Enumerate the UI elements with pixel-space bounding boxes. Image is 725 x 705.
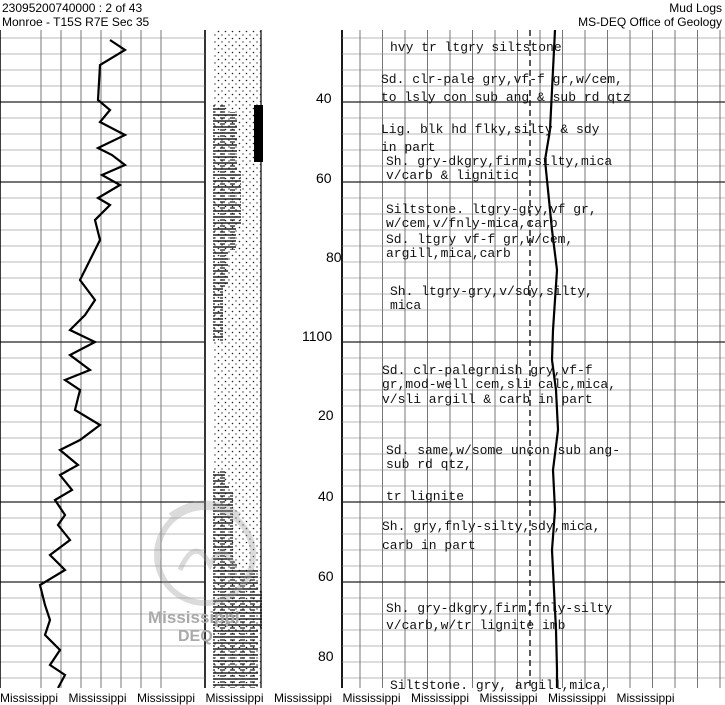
lithology-description: Sh. gry-dkgry,firm,silty,mica	[386, 154, 613, 169]
footer-text: Mississippi	[548, 691, 607, 705]
lithology-description: Sh. gry,fnly-silty,sdy,mica,	[382, 519, 601, 534]
lignite-marker	[254, 105, 263, 162]
depth-label: 60	[316, 170, 332, 186]
lithology-description: hvy tr ltgry siltstone	[390, 40, 562, 55]
lithology-description: to lsly con sub ang & sub rd qtz	[381, 90, 631, 105]
watermark-text: Mississippi	[148, 608, 240, 627]
lithology-description: v/sli argill & carb in part	[382, 392, 593, 407]
lithology-description: v/carb,w/tr lignite imb	[386, 618, 566, 633]
lithology-description: argill,mica,carb	[386, 246, 511, 261]
footer-text: Mississippi	[616, 691, 675, 705]
footer-text: Mississippi	[205, 691, 264, 705]
lithology-description: Sd. ltgry vf-f gr,w/cem,	[386, 232, 574, 247]
footer-watermark	[0, 691, 725, 705]
lithology-description: w/cem,v/fnly-mica,carb	[386, 216, 558, 231]
lithology-description: tr lignite	[386, 489, 465, 504]
depth-label: 60	[318, 568, 334, 584]
lithology-description: Sd. clr-pale gry,vf-f gr,w/cem,	[381, 72, 623, 87]
lithology-description: Siltstone. ltgry-gry,vf gr,	[386, 202, 597, 217]
footer-text: Mississippi	[274, 691, 333, 705]
lithology-description: Sd. same,w/some uncon sub ang-	[386, 443, 621, 458]
office-name: MS-DEQ Office of Geology	[578, 15, 722, 29]
footer-text: Mississippi	[0, 691, 59, 705]
lithology-description: in part	[381, 140, 436, 155]
footer-text: Mississippi	[479, 691, 538, 705]
lithology-description: carb in part	[382, 538, 476, 553]
lithology-description: Sd. clr-palegrnish gry,vf-f	[382, 363, 593, 378]
depth-label: 40	[316, 90, 332, 106]
depth-label: 1100	[302, 328, 333, 344]
watermark-text: DEQ	[178, 628, 213, 645]
gas-curve	[40, 40, 125, 688]
document-type: Mud Logs	[669, 1, 722, 15]
log-grid	[0, 30, 725, 688]
lithology-description: Sh. ltgry-gry,v/sdy,silty,	[390, 284, 593, 299]
document-id: 23095200740000 : 2 of 43	[2, 1, 143, 15]
well-location: Monroe - T15S R7E Sec 35	[2, 15, 150, 29]
depth-label: 20	[318, 407, 334, 423]
depth-label: 80	[318, 648, 334, 664]
depth-label: 80	[326, 249, 342, 265]
lithology-description: mica	[390, 298, 422, 313]
depth-label: 40	[318, 488, 334, 504]
lithology-description: gr,mod-well cem,sli calc,mica,	[382, 377, 617, 392]
footer-text: Mississippi	[137, 691, 196, 705]
lithology-description: Sh. gry-dkgry,firm,fnly-silty	[386, 601, 613, 616]
footer-text: Mississippi	[342, 691, 401, 705]
mud-log-sheet	[0, 30, 725, 693]
footer-text: Mississippi	[411, 691, 470, 705]
lithology-description: sub rd qtz,	[386, 457, 472, 472]
footer-text: Mississippi	[68, 691, 127, 705]
lithology-description: Siltstone. gry, argill,mica,	[390, 678, 609, 693]
lithology-description: Lig. blk hd flky,silty & sdy	[381, 122, 600, 137]
lithology-description: v/carb & lignitic	[386, 168, 519, 183]
